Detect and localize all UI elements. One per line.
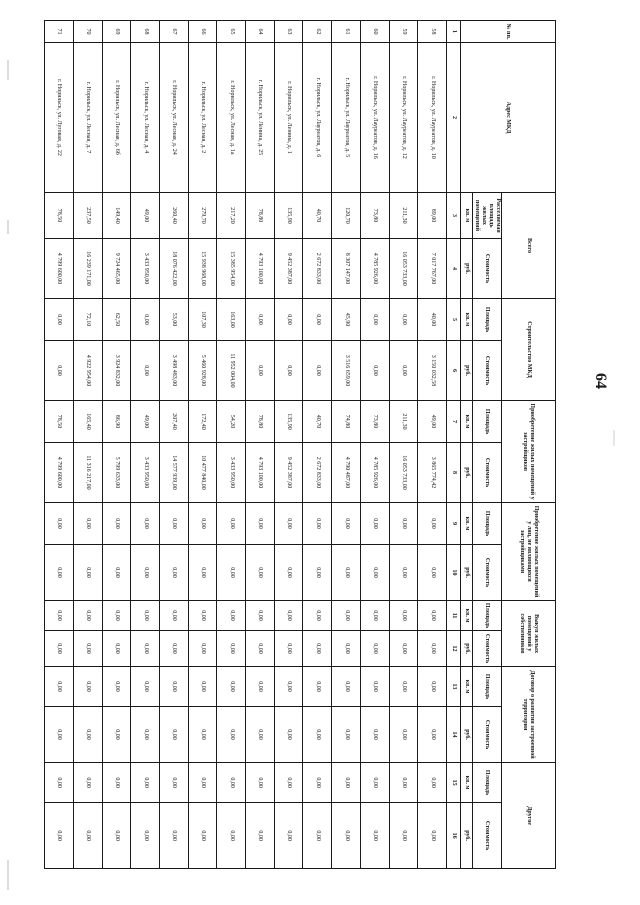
row-value: 0,00 <box>73 803 102 869</box>
row-value: 0,00 <box>303 803 332 869</box>
row-value: 0,00 <box>131 803 160 869</box>
row-value: 7 017 767,00 <box>418 239 447 299</box>
row-value: 0,00 <box>102 545 131 601</box>
table-row <box>389 21 418 869</box>
unit-area: кв. м <box>461 503 473 545</box>
row-value: 40,70 <box>303 193 332 239</box>
row-value: 40,00 <box>418 299 447 341</box>
unit-cost: руб. <box>461 545 473 601</box>
row-value: 16 053 733,00 <box>389 443 418 503</box>
row-value: 49,00 <box>131 193 160 239</box>
row-value: 8 307 147,00 <box>332 239 361 299</box>
row-number: 64 <box>246 21 275 43</box>
row-value: 0,00 <box>45 803 74 869</box>
row-value: 0,00 <box>188 601 217 631</box>
row-value: 0,00 <box>303 503 332 545</box>
header-area: Площадь <box>473 299 502 341</box>
row-value: 0,00 <box>274 763 303 803</box>
row-value: 0,00 <box>102 803 131 869</box>
row-value: 0,00 <box>389 631 418 667</box>
row-number: 60 <box>360 21 389 43</box>
row-value: 0,00 <box>73 503 102 545</box>
row-value: 3 924 832,00 <box>102 341 131 401</box>
row-value: 107,30 <box>188 299 217 341</box>
row-value: 4 799 600,00 <box>45 443 74 503</box>
row-value: 3 865 774,42 <box>418 443 447 503</box>
row-value: 0,00 <box>274 631 303 667</box>
row-value: 15 938 968,00 <box>188 239 217 299</box>
row-value: 0,00 <box>246 299 275 341</box>
row-value: 4 799 600,00 <box>45 239 74 299</box>
row-value: 0,00 <box>332 503 361 545</box>
row-value: 0,00 <box>73 763 102 803</box>
row-value: 0,00 <box>246 763 275 803</box>
row-value: 0,00 <box>303 545 332 601</box>
row-value: 3 433 950,00 <box>217 443 246 503</box>
header-total: Всего <box>502 193 556 299</box>
header-redemption: Выкуп жилых помещений у собственников <box>502 601 556 667</box>
header-cost: Стоимость <box>473 707 502 763</box>
row-value: 0,00 <box>389 803 418 869</box>
row-value: 0,00 <box>45 503 74 545</box>
row-value: 74,80 <box>332 401 361 443</box>
row-value: 0,00 <box>73 631 102 667</box>
table-row <box>159 21 188 869</box>
row-value: 4 793 100,00 <box>246 443 275 503</box>
row-value: 0,00 <box>102 631 131 667</box>
row-value: 0,00 <box>389 545 418 601</box>
row-value: 0,00 <box>360 667 389 707</box>
row-value: 0,00 <box>389 503 418 545</box>
row-value: 0,00 <box>217 707 246 763</box>
row-value: 0,00 <box>131 763 160 803</box>
row-value: 0,00 <box>102 601 131 631</box>
row-value: 163,00 <box>217 299 246 341</box>
table-row <box>418 21 447 869</box>
row-value: 135,90 <box>274 193 303 239</box>
row-value: 0,00 <box>73 707 102 763</box>
row-value: 4 793 100,00 <box>246 239 275 299</box>
row-value: 0,00 <box>246 503 275 545</box>
row-value: 279,70 <box>188 193 217 239</box>
row-value: 9 452 387,00 <box>274 239 303 299</box>
row-value: 3 150 032,58 <box>418 341 447 401</box>
row-value: 62,50 <box>102 299 131 341</box>
unit-cost: руб. <box>461 631 473 667</box>
row-value: 5 799 633,00 <box>102 443 131 503</box>
unit-area: кв. м <box>461 401 473 443</box>
header-construction: Строительство МКД <box>502 299 556 401</box>
table-row <box>360 21 389 869</box>
header-development: Договор о развитии застроенной территории <box>502 667 556 763</box>
table-row <box>102 21 131 869</box>
row-value: 0,00 <box>131 601 160 631</box>
row-value: 11 316 217,00 <box>73 443 102 503</box>
row-value: 5 460 928,00 <box>188 341 217 401</box>
row-value: 0,00 <box>188 803 217 869</box>
row-value: 0,00 <box>45 341 74 401</box>
row-value: 18 076 422,00 <box>159 239 188 299</box>
row-value: 0,00 <box>418 803 447 869</box>
unit-area: кв. м <box>461 667 473 707</box>
row-value: 3 498 483,00 <box>159 341 188 401</box>
row-value: 3 433 950,00 <box>131 239 160 299</box>
row-value: 0,00 <box>246 803 275 869</box>
row-value: 207,40 <box>159 401 188 443</box>
row-number: 58 <box>418 21 447 43</box>
row-address: г. Норильск, ул. Лесная, д. 24 <box>159 43 188 193</box>
row-value: 3 433 950,00 <box>131 443 160 503</box>
column-number: 12 <box>447 631 461 667</box>
row-value: 0,00 <box>102 503 131 545</box>
header-area: Площадь <box>473 601 502 631</box>
row-value: 0,00 <box>332 631 361 667</box>
unit-area: кв. м <box>461 193 473 239</box>
row-address: г. Норильск, ул. Луговая, д. 22 <box>45 43 74 193</box>
row-value: 0,00 <box>246 601 275 631</box>
row-address: г. Норильск, ул. Лауреатов, д. 5 <box>332 43 361 193</box>
row-value: 0,00 <box>131 299 160 341</box>
row-value: 0,00 <box>360 803 389 869</box>
row-value: 14 577 939,00 <box>159 443 188 503</box>
row-address: г. Норильск, ул. Лесная, д. 6б <box>102 43 131 193</box>
row-value: 0,00 <box>159 545 188 601</box>
table-row <box>217 21 246 869</box>
row-value: 0,00 <box>217 803 246 869</box>
row-value: 0,00 <box>102 707 131 763</box>
row-value: 54,20 <box>217 401 246 443</box>
row-value: 0,00 <box>274 601 303 631</box>
row-value: 0,00 <box>246 667 275 707</box>
row-address: г. Норильск, ул. Лауреатов, д. 6 <box>303 43 332 193</box>
row-value: 0,00 <box>418 601 447 631</box>
row-value: 16 239 171,00 <box>73 239 102 299</box>
unit-cost: руб. <box>461 443 473 503</box>
row-value: 4 785 926,00 <box>360 443 389 503</box>
unit-cost: руб. <box>461 803 473 869</box>
row-address: г. Норильск, ул. Лауреатов, д. 10 <box>418 43 447 193</box>
row-value: 0,00 <box>246 545 275 601</box>
row-value: 0,00 <box>159 763 188 803</box>
unit-area: кв. м <box>461 763 473 803</box>
row-value: 0,00 <box>45 667 74 707</box>
row-value: 78,50 <box>45 401 74 443</box>
row-value: 211,30 <box>389 401 418 443</box>
resettlement-table <box>44 20 556 869</box>
row-value: 0,00 <box>418 763 447 803</box>
header-cost: Стоимость <box>473 545 502 601</box>
row-value: 0,00 <box>303 707 332 763</box>
row-value: 0,00 <box>217 545 246 601</box>
row-value: 0,00 <box>188 631 217 667</box>
header-cost: Стоимость <box>473 341 502 401</box>
row-value: 0,00 <box>217 601 246 631</box>
row-value: 40,70 <box>303 401 332 443</box>
row-value: 10 477 840,00 <box>188 443 217 503</box>
row-number: 59 <box>389 21 418 43</box>
row-value: 2 672 833,00 <box>303 443 332 503</box>
row-address: г. Норильск, ул. Ленина, д. 25 <box>246 43 275 193</box>
row-value: 16 053 733,00 <box>389 239 418 299</box>
row-value: 0,00 <box>332 601 361 631</box>
row-value: 0,00 <box>332 707 361 763</box>
row-value: 0,00 <box>332 763 361 803</box>
row-value: 0,00 <box>360 503 389 545</box>
row-value: 0,00 <box>303 341 332 401</box>
row-number: 69 <box>102 21 131 43</box>
header-area-living: Расселяемая площадь жилых помещений <box>473 193 502 239</box>
table-body <box>45 21 461 869</box>
row-number: 66 <box>188 21 217 43</box>
row-value: 0,00 <box>159 601 188 631</box>
row-address: г. Норильск, ул. Лесная, д. 2 <box>188 43 217 193</box>
row-value: 0,00 <box>159 667 188 707</box>
unit-area: кв. м <box>461 601 473 631</box>
row-address: г. Норильск, ул. Лесная, д. 4 <box>131 43 160 193</box>
row-value: 0,00 <box>418 631 447 667</box>
row-value: 0,00 <box>45 763 74 803</box>
row-value: 0,00 <box>389 601 418 631</box>
row-value: 4 922 954,00 <box>73 341 102 401</box>
header-cost: Стоимость <box>473 803 502 869</box>
table-row <box>45 21 74 869</box>
column-number: 10 <box>447 545 461 601</box>
unit-area: кв. м <box>461 299 473 341</box>
row-value: 0,00 <box>131 631 160 667</box>
header-purchase-dev: Приобретение жилых помещений у застройщиков <box>502 401 556 503</box>
row-value: 45,90 <box>332 299 361 341</box>
row-value: 0,00 <box>360 341 389 401</box>
header-area: Площадь <box>473 667 502 707</box>
row-value: 0,00 <box>45 631 74 667</box>
column-number: 6 <box>447 341 461 401</box>
row-value: 0,00 <box>274 299 303 341</box>
row-value: 0,00 <box>274 545 303 601</box>
row-value: 72,10 <box>73 299 102 341</box>
column-number: 4 <box>447 239 461 299</box>
row-number: 65 <box>217 21 246 43</box>
row-value: 0,00 <box>389 763 418 803</box>
row-value: 0,00 <box>274 667 303 707</box>
row-value: 86,90 <box>102 401 131 443</box>
column-number: 16 <box>447 803 461 869</box>
header-area: Площадь <box>473 763 502 803</box>
row-value: 149,40 <box>102 193 131 239</box>
row-value: 0,00 <box>217 631 246 667</box>
column-number: 7 <box>447 401 461 443</box>
row-value: 0,00 <box>332 545 361 601</box>
row-value: 0,00 <box>418 503 447 545</box>
row-value: 0,00 <box>389 341 418 401</box>
header-cost: Стоимость <box>473 443 502 503</box>
column-number-row <box>447 21 461 869</box>
row-value: 4 790 487,00 <box>332 443 361 503</box>
table-row <box>332 21 361 869</box>
row-value: 9 452 387,00 <box>274 443 303 503</box>
row-number: 68 <box>131 21 160 43</box>
row-value: 4 785 926,00 <box>360 239 389 299</box>
table-row <box>73 21 102 869</box>
row-value: 0,00 <box>131 667 160 707</box>
row-address: г. Норильск, ул. Ленина, д. 1 <box>274 43 303 193</box>
row-value: 0,00 <box>188 667 217 707</box>
row-value: 0,00 <box>360 631 389 667</box>
row-value: 0,00 <box>159 707 188 763</box>
header-area: Площадь <box>473 503 502 545</box>
row-value: 78,50 <box>45 193 74 239</box>
row-value: 0,00 <box>303 763 332 803</box>
column-number: 14 <box>447 707 461 763</box>
table-row <box>188 21 217 869</box>
row-value: 0,00 <box>303 667 332 707</box>
row-value: 0,00 <box>389 667 418 707</box>
column-number: 2 <box>447 43 461 193</box>
column-number: 15 <box>447 763 461 803</box>
row-value: 0,00 <box>274 503 303 545</box>
row-value: 0,00 <box>360 763 389 803</box>
table-row <box>246 21 275 869</box>
unit-cost: руб. <box>461 239 473 299</box>
row-value: 89,00 <box>418 193 447 239</box>
row-value: 135,90 <box>274 401 303 443</box>
header-area: Площадь <box>473 401 502 443</box>
row-value: 2 672 833,00 <box>303 239 332 299</box>
row-value: 49,00 <box>418 401 447 443</box>
row-value: 0,00 <box>246 707 275 763</box>
row-number: 63 <box>274 21 303 43</box>
row-value: 0,00 <box>303 299 332 341</box>
header-num: № пп. <box>461 21 556 43</box>
header-purchase-non-dev: Приобретение жилых помещений у лиц, не являющихся застройщиками <box>502 503 556 601</box>
row-value: 78,80 <box>246 193 275 239</box>
row-value: 260,40 <box>159 193 188 239</box>
row-address: г. Норильск, ул. Лесная, д. 7 <box>73 43 102 193</box>
column-number: 5 <box>447 299 461 341</box>
row-value: 0,00 <box>303 631 332 667</box>
row-value: 3 516 659,00 <box>332 341 361 401</box>
row-value: 0,00 <box>131 503 160 545</box>
row-value: 0,00 <box>332 667 361 707</box>
row-value: 0,00 <box>389 299 418 341</box>
header-cost: Стоимость <box>473 239 502 299</box>
row-value: 0,00 <box>159 631 188 667</box>
row-value: 15 385 954,00 <box>217 239 246 299</box>
row-value: 11 952 004,00 <box>217 341 246 401</box>
row-address: г. Норильск, ул. Лауреатов, д. 12 <box>389 43 418 193</box>
row-value: 0,00 <box>360 601 389 631</box>
row-value: 0,00 <box>159 503 188 545</box>
row-number: 70 <box>73 21 102 43</box>
row-value: 0,00 <box>45 707 74 763</box>
row-value: 0,00 <box>45 299 74 341</box>
header-other: Другое <box>502 763 556 869</box>
row-value: 78,80 <box>246 401 275 443</box>
column-number: 11 <box>447 601 461 631</box>
row-value: 0,00 <box>360 545 389 601</box>
row-value: 211,30 <box>389 193 418 239</box>
row-value: 217,20 <box>217 193 246 239</box>
row-value: 120,70 <box>332 193 361 239</box>
row-value: 0,00 <box>332 803 361 869</box>
row-value: 0,00 <box>73 667 102 707</box>
row-value: 0,00 <box>246 631 275 667</box>
row-value: 0,00 <box>360 299 389 341</box>
rotated-table-sheet <box>44 20 556 868</box>
column-number: 8 <box>447 443 461 503</box>
row-value: 53,00 <box>159 299 188 341</box>
row-value: 0,00 <box>73 545 102 601</box>
page-number: 64 <box>592 373 609 389</box>
unit-cost: руб. <box>461 341 473 401</box>
row-value: 0,00 <box>188 545 217 601</box>
row-value: 0,00 <box>217 667 246 707</box>
table-row <box>274 21 303 869</box>
row-value: 49,00 <box>131 401 160 443</box>
column-number: 9 <box>447 503 461 545</box>
row-number: 61 <box>332 21 361 43</box>
row-value: 0,00 <box>418 545 447 601</box>
row-value: 73,80 <box>360 401 389 443</box>
row-value: 0,00 <box>45 545 74 601</box>
row-value: 0,00 <box>274 707 303 763</box>
row-value: 0,00 <box>418 707 447 763</box>
row-address: г. Норильск, ул. Лауреатов, д. 16 <box>360 43 389 193</box>
row-value: 0,00 <box>217 503 246 545</box>
row-number: 62 <box>303 21 332 43</box>
row-value: 0,00 <box>159 803 188 869</box>
row-value: 0,00 <box>188 707 217 763</box>
row-value: 237,50 <box>73 193 102 239</box>
row-address: г. Норильск, ул. Лесная, д. 1а <box>217 43 246 193</box>
row-value: 0,00 <box>360 707 389 763</box>
header-cost: Стоимость <box>473 631 502 667</box>
row-value: 0,00 <box>131 707 160 763</box>
row-value: 0,00 <box>131 545 160 601</box>
column-number: 3 <box>447 193 461 239</box>
column-number: 13 <box>447 667 461 707</box>
table-row <box>303 21 332 869</box>
row-value: 0,00 <box>188 763 217 803</box>
row-value: 0,00 <box>418 667 447 707</box>
row-value: 0,00 <box>73 601 102 631</box>
row-value: 0,00 <box>389 707 418 763</box>
row-number: 67 <box>159 21 188 43</box>
table-row <box>131 21 160 869</box>
row-value: 0,00 <box>102 667 131 707</box>
header-address: Адрес МКД <box>461 43 556 193</box>
row-value: 0,00 <box>246 341 275 401</box>
row-value: 0,00 <box>303 601 332 631</box>
row-number: 71 <box>45 21 74 43</box>
row-value: 172,40 <box>188 401 217 443</box>
row-value: 9 724 465,00 <box>102 239 131 299</box>
unit-cost: руб. <box>461 707 473 763</box>
column-number: 1 <box>447 21 461 43</box>
row-value: 0,00 <box>45 601 74 631</box>
row-value: 73,80 <box>360 193 389 239</box>
row-value: 165,40 <box>73 401 102 443</box>
row-value: 0,00 <box>188 503 217 545</box>
row-value: 0,00 <box>217 763 246 803</box>
row-value: 0,00 <box>274 341 303 401</box>
row-value: 0,00 <box>274 803 303 869</box>
row-value: 0,00 <box>131 341 160 401</box>
row-value: 0,00 <box>102 763 131 803</box>
